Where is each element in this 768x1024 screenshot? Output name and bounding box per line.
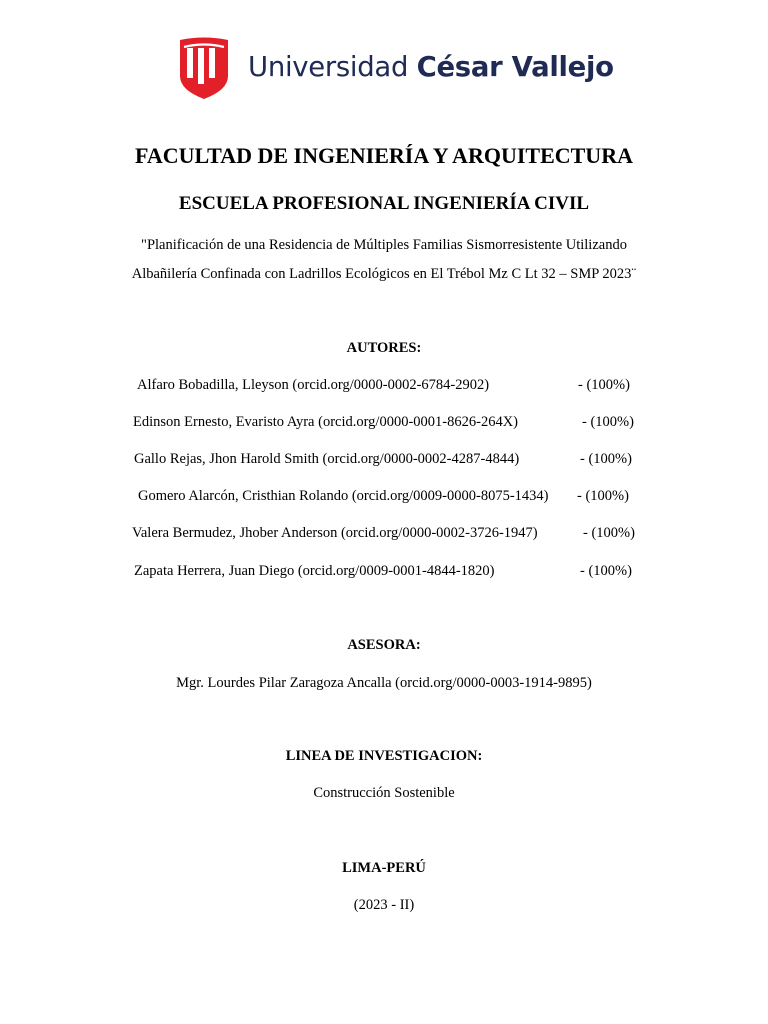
advisor-heading: ASESORA: [347,637,421,653]
author-share: - (100%) [577,488,629,504]
author-name: Edinson Ernesto, Evaristo Ayra (orcid.org/0000-0001-8626-264X) [133,414,519,430]
location: LIMA-PERÚ [342,860,426,876]
university-name [248,51,614,84]
author-name: Zapata Herrera, Juan Diego (orcid.org/0009-0001-4844-1820) [134,563,495,579]
advisor-name: Mgr. Lourdes Pilar Zaragoza Ancalla (orcid.org/0000-0003-1914-9895) [176,675,592,691]
author-name: Valera Bermudez, Jhober Anderson (orcid.org/0000-0002-3726-1947) [132,525,538,541]
academic-period: (2023 - II) [353,897,415,913]
author-share: - (100%) [580,451,632,467]
school-title: ESCUELA PROFESIONAL INGENIERÍA CIVIL [178,193,590,214]
author-name: Gomero Alarcón, Cristhian Rolando (orcid.org/0009-0000-8075-1434) [138,488,549,504]
author-name: Alfaro Bobadilla, Lleyson (orcid.org/0000-0002-6784-2902) [137,377,490,393]
research-line-heading: LINEA DE INVESTIGACION: [285,748,483,764]
university-name-bold: César Vallejo [416,51,614,84]
author-share: - (100%) [583,525,635,541]
university-name-regular: Universidad [248,51,417,84]
thesis-title-line-1: "Planificación de una Residencia de Múltiples Familias Sismorresistente Utilizando [141,237,627,253]
author-share: - (100%) [582,414,634,430]
author-share: - (100%) [580,563,632,579]
author-name: Gallo Rejas, Jhon Harold Smith (orcid.org/0000-0002-4287-4844) [134,451,520,467]
author-share: - (100%) [578,377,630,393]
university-logo [178,36,614,100]
ucv-shield-icon [178,36,230,100]
faculty-title: FACULTAD DE INGENIERÍA Y ARQUITECTURA [135,143,633,168]
authors-heading: AUTORES: [346,340,422,356]
thesis-title-line-2: Albañilería Confinada con Ladrillos Ecológicos en El Trébol Mz C Lt 32 – SMP 2023¨ [131,266,637,282]
research-line: Construcción Sostenible [313,785,455,801]
